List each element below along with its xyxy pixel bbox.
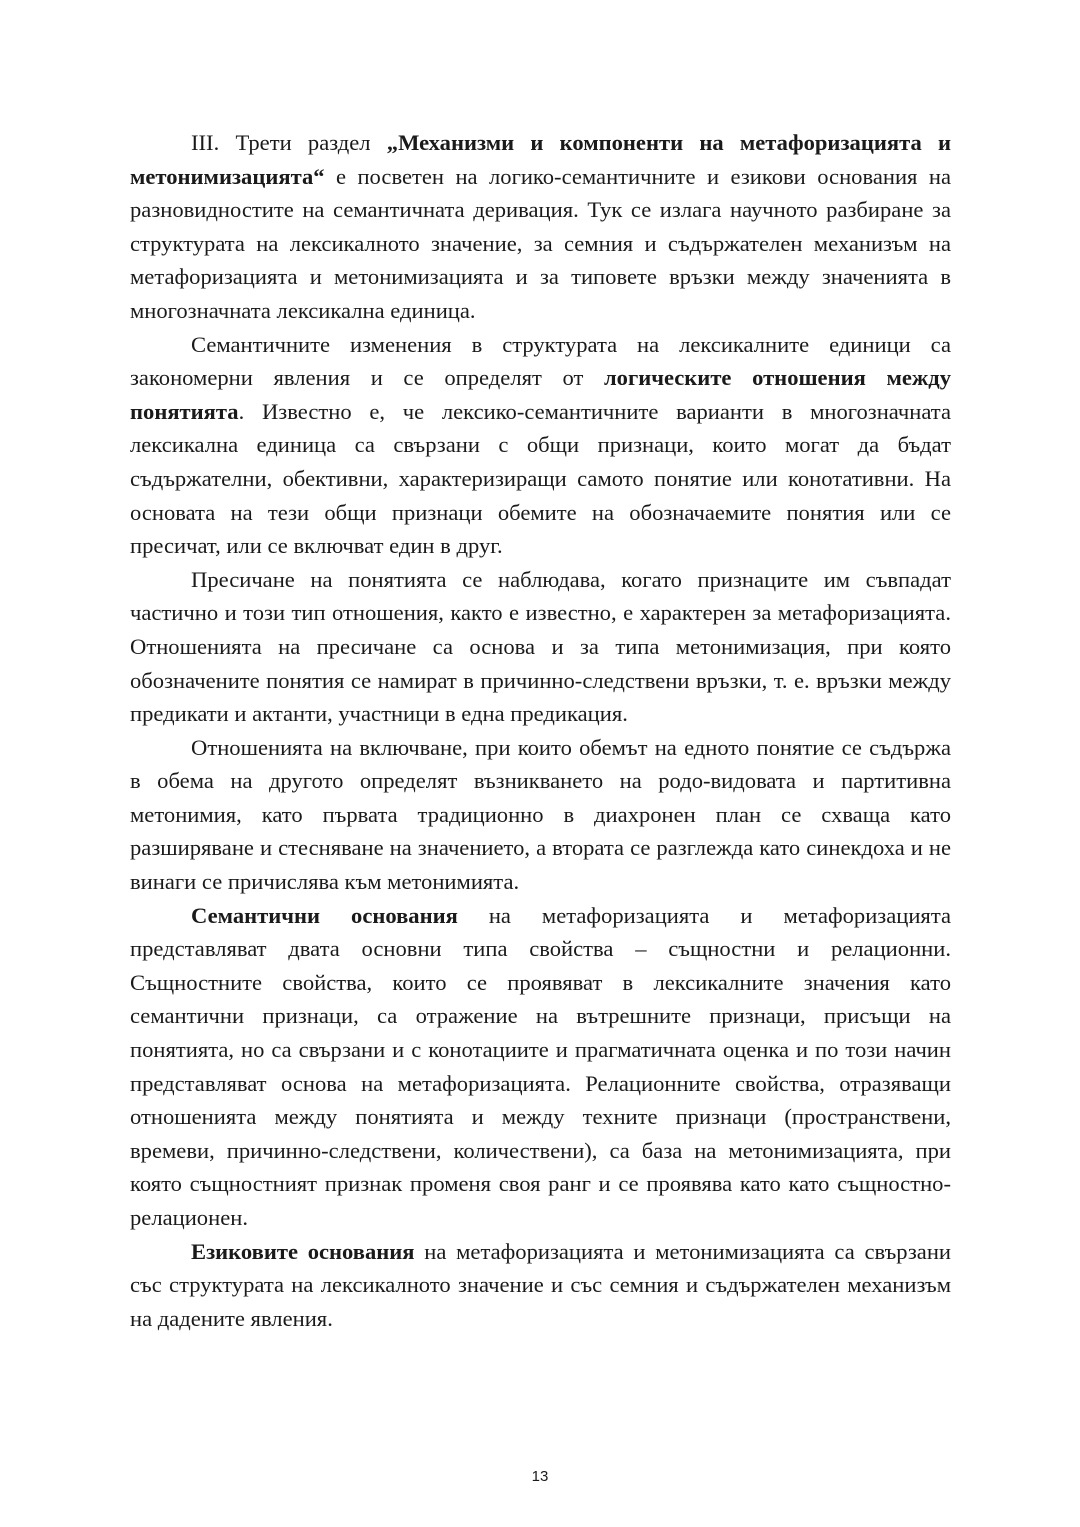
text-run: е посветен на логико-семантичните и езикови основания на разновидностите на семантичната деривация. Тук се излага научното разбиране за структурата на лексикалното значение, за семния и съдържателен механизъм на метафоризацията и метонимизацията и за типовете връзки между значенията в многозначната лексикална единица. [130,163,951,323]
paragraph-section-three-intro [130,126,951,328]
text-run: III. Трети раздел [191,130,387,155]
paragraph-inclusion [130,731,951,899]
paragraph-semantic-grounds [130,899,951,1235]
page-number: 13 [531,1468,549,1485]
bold-term-logical-relations: логическите отношения между понятията [130,365,951,424]
bold-term-linguistic-grounds: Езиковите основания [191,1238,415,1264]
paragraph-linguistic-grounds [130,1235,951,1336]
text-run: . Известно е, че лексико-семантичните варианти в многозначната лексикална единица са свързани с общи признаци, които могат да бъдат съдържателни, обективни, характеризиращи самото понятие или конотативни. На основата на тези общи признаци обемите на обозначаемите понятия или се пресичат, или се включват един в друг. [130,398,951,559]
bold-term-semantic-grounds: Семантични основания [191,902,458,928]
text-run: на метафоризацията и метафоризацията представляват двата основни типа свойства – същностни и релационни. Същностните свойства, които се проявяват в лексикалните значения като семантични признаци, са отражение на вътрешните признаци, присъщи на понятията, но са свързани и с конотациите и прагматичната оценка и по този начин представляват основа на метафоризацията. Релационните свойства, отразяващи отношенията между понятията и между техните признаци (пространствени, времеви, причинно-следствени, количествени), са база на метонимизацията, при която същностният признак променя своя ранг и се проявява като като същностно-релационен. [130,902,951,1230]
bold-section-title: „Механизми и компоненти на метафоризацията и метонимизацията“ [130,130,951,189]
paragraph-intersection [130,563,951,731]
text-run: Пресичане на понятията се наблюдава, когато признаците им съвпадат частично и този тип отношения, както е известно, е характерен за метафоризацията. Отношенията на пресичане са основа и за типа метонимизация, при която обозначените понятия се намират в причинно-следствени връзки, т. е. връзки между предикати и актанти, участници в една предикация. [130,566,951,727]
document-body [130,126,951,1335]
text-run: Отношенията на включване, при които обемът на едното понятие се съдържа в обема на другото определят възникването на родо-видовата и партитивна метонимия, като първата традиционно в диахронен план се схваща като разширяване и стесняване на значението, а втората се разглежда като синекдоха и не винаги се причислява към метонимията. [130,734,951,895]
text-run: Семантичните изменения в структурата на лексикалните единици са закономерни явления и се определят от [130,331,951,391]
text-run: на метафоризацията и метонимизацията са свързани със структурата на лексикалното значение и със семния и съдържателен механизъм на дадените явления. [130,1238,952,1331]
paragraph-semantic-changes [130,328,951,563]
